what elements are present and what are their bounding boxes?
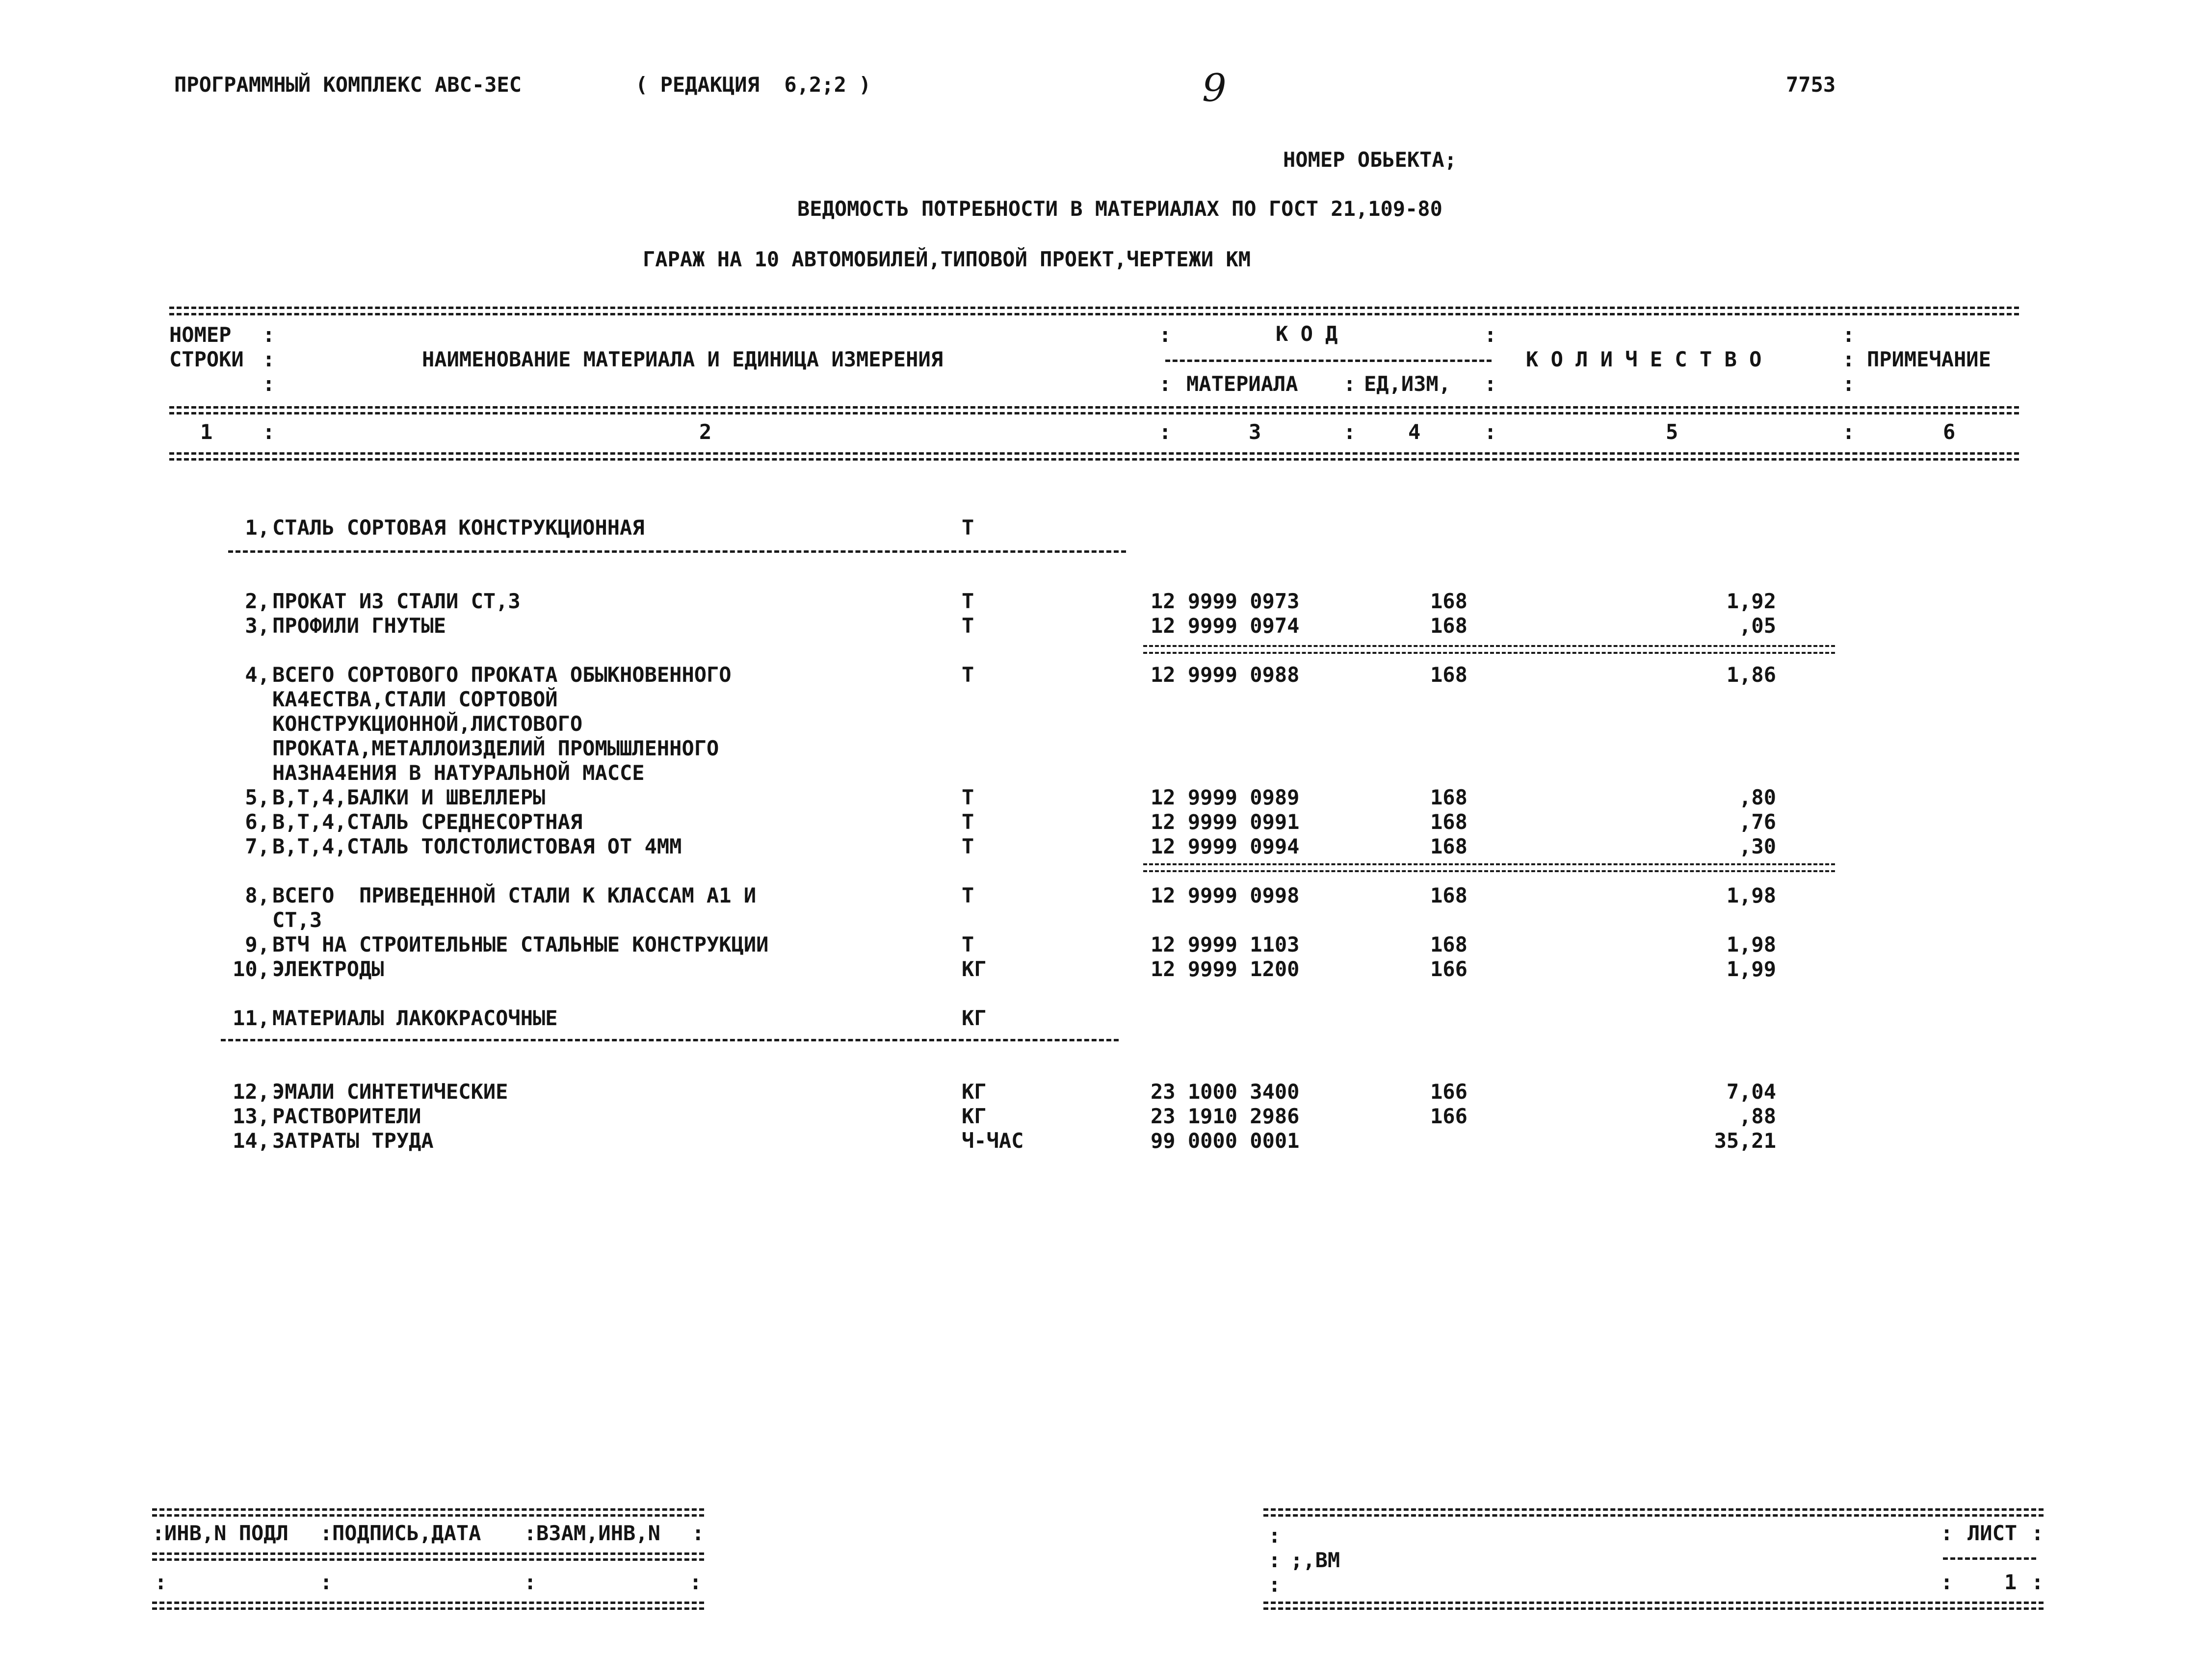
sep: :: [320, 1570, 333, 1594]
row-number: 13,: [233, 1104, 270, 1128]
row-unit: Т: [962, 834, 974, 858]
header-row-no-2: СТРОКИ: [169, 347, 244, 371]
row-ed: 168: [1430, 834, 1468, 858]
sep: :: [1940, 1570, 1953, 1594]
row-name: ВСЕГО СОРТОВОГО ПРОКАТА ОБЫКНОВЕННОГО: [272, 663, 732, 687]
row-unit: Т: [962, 516, 974, 540]
sep: :: [320, 1521, 333, 1545]
row-qty: 1,98: [1726, 883, 1776, 907]
replace-inv-label: ВЗАМ,ИНВ,N: [536, 1521, 660, 1545]
row-name: ЭЛЕКТРОДЫ: [272, 957, 384, 981]
row-ed: 168: [1430, 883, 1468, 907]
row-name: ВСЕГО ПРИВЕДЕННОЙ СТАЛИ К КЛАССАМ А1 И: [272, 883, 757, 907]
row-number: 14,: [233, 1129, 270, 1153]
program-name: ПРОГРАММНЫЙ КОМПЛЕКС АВС-3ЕС: [174, 73, 522, 97]
row-unit: КГ: [962, 1080, 987, 1104]
sep: :: [1484, 420, 1497, 444]
row-ed: 168: [1430, 810, 1468, 834]
row-unit: Т: [962, 589, 974, 613]
col-num-2: 2: [699, 420, 712, 444]
row-unit: Т: [962, 614, 974, 638]
row-number: 5,: [245, 785, 270, 809]
row-unit: Т: [962, 932, 974, 956]
row-code: 12 9999 1200: [1151, 957, 1300, 981]
sep: :: [1484, 372, 1497, 396]
sheet-number: 1: [2004, 1570, 2017, 1594]
row-name: ВТЧ НА СТРОИТЕЛЬНЫЕ СТАЛЬНЫЕ КОНСТРУКЦИИ: [272, 932, 769, 956]
row-number: 11,: [233, 1006, 270, 1030]
object-number-label: НОМЕР ОБЬЕКТА;: [1283, 148, 1457, 172]
row-code: 12 9999 0989: [1151, 785, 1300, 809]
table-top-rule-2: [169, 313, 2019, 315]
row-number: 12,: [233, 1080, 270, 1104]
stamp-left-top: [152, 1508, 704, 1511]
row-code: 12 9999 0974: [1151, 614, 1300, 638]
header-mid-rule: [169, 406, 2019, 409]
sep: :: [1268, 1573, 1281, 1597]
header-quantity: К О Л И Ч Е С Т В О: [1526, 347, 1762, 371]
row-name: В,Т,4,СТАЛЬ СРЕДНЕСОРТНАЯ: [272, 810, 583, 834]
col-num-5: 5: [1666, 420, 1678, 444]
header-mid-rule-2: [169, 412, 2019, 414]
group-rule: [221, 1039, 1119, 1041]
col-num-1: 1: [200, 420, 213, 444]
code-mark: ;,ВМ: [1290, 1548, 1340, 1572]
col-num-3: 3: [1249, 420, 1261, 444]
row-name: СТАЛЬ СОРТОВАЯ КОНСТРУКЦИОННАЯ: [272, 516, 645, 540]
row-name: МАТЕРИАЛЫ ЛАКОКРАСОЧНЫЕ: [272, 1006, 558, 1030]
sep: :: [1159, 323, 1172, 347]
header-bottom-rule: [169, 452, 2019, 455]
row-name-cont: НАЗНА4ЕНИЯ В НАТУРАЛЬНОЙ МАССЕ: [272, 761, 645, 785]
row-number: 4,: [245, 663, 270, 687]
sep: :: [262, 347, 275, 371]
row-name: ЭМАЛИ СИНТЕТИЧЕСКИЕ: [272, 1080, 508, 1104]
row-code: 12 9999 0994: [1151, 834, 1300, 858]
row-unit: КГ: [962, 1104, 987, 1128]
row-name-cont: ПРОКАТА,МЕТАЛЛОИЗДЕЛИЙ ПРОМЫШЛЕННОГО: [272, 736, 719, 760]
row-qty: 1,92: [1726, 589, 1776, 613]
sep: :: [2031, 1521, 2044, 1545]
sep: :: [1940, 1521, 1953, 1545]
row-code: 12 9999 0998: [1151, 883, 1300, 907]
stamp-left-mid-2: [152, 1558, 704, 1561]
sep: :: [524, 1521, 537, 1545]
row-number: 8,: [245, 883, 270, 907]
row-qty: 1,99: [1726, 957, 1776, 981]
header-note: ПРИМЕЧАНИЕ: [1867, 347, 1991, 371]
row-number: 2,: [245, 589, 270, 613]
header-bottom-rule-2: [169, 458, 2019, 461]
handwritten-page-number: 9: [1202, 66, 1227, 110]
sep: :: [1159, 420, 1172, 444]
stamp-right-top-2: [1263, 1514, 2044, 1517]
header-code: К О Д: [1276, 322, 1338, 346]
row-unit: КГ: [962, 1006, 987, 1030]
sep: :: [262, 323, 275, 347]
col-num-4: 4: [1408, 420, 1421, 444]
col-num-6: 6: [1943, 420, 1956, 444]
sep: :: [689, 1570, 702, 1594]
sep: :: [2031, 1570, 2044, 1594]
row-name: РАСТВОРИТЕЛИ: [272, 1104, 421, 1128]
stamp-left-top-2: [152, 1514, 704, 1517]
sep: :: [262, 372, 275, 396]
sep: :: [1159, 372, 1172, 396]
row-name: ПРОКАТ ИЗ СТАЛИ СТ,3: [272, 589, 521, 613]
sep: :: [1343, 420, 1356, 444]
row-qty: ,80: [1739, 785, 1776, 809]
row-name: ЗАТРАТЫ ТРУДА: [272, 1129, 434, 1153]
row-number: 1,: [245, 516, 270, 540]
row-code: 12 9999 0991: [1151, 810, 1300, 834]
row-name: В,Т,4,БАЛКИ И ШВЕЛЛЕРЫ: [272, 785, 546, 809]
sep: :: [262, 420, 275, 444]
row-ed: 166: [1430, 957, 1468, 981]
sep: :: [155, 1570, 167, 1594]
group-rule: [228, 550, 1126, 553]
row-qty: 1,98: [1726, 932, 1776, 956]
sep: :: [524, 1570, 537, 1594]
stamp-left-bottom-2: [152, 1607, 704, 1610]
sep: :: [692, 1521, 705, 1545]
row-ed: 166: [1430, 1080, 1468, 1104]
table-top-rule: [169, 307, 2019, 309]
sep: :: [1268, 1524, 1281, 1548]
row-number: 7,: [245, 834, 270, 858]
row-number: 6,: [245, 810, 270, 834]
subtotal-rule: [1143, 645, 1835, 654]
row-unit: Т: [962, 883, 974, 907]
row-number: 9,: [245, 932, 270, 956]
document-number: 7753: [1786, 73, 1836, 97]
row-ed: 168: [1430, 932, 1468, 956]
stamp-right-bottom: [1263, 1602, 2044, 1604]
row-name: В,Т,4,СТАЛЬ ТОЛСТОЛИСТОВАЯ ОТ 4ММ: [272, 834, 682, 858]
sheet-label: ЛИСТ: [1967, 1521, 2018, 1545]
row-qty: 7,04: [1726, 1080, 1776, 1104]
row-code: 12 9999 0988: [1151, 663, 1300, 687]
header-name: НАИМЕНОВАНИЕ МАТЕРИАЛА И ЕДИНИЦА ИЗМЕРЕНИЯ: [422, 347, 944, 371]
row-unit: Т: [962, 663, 974, 687]
row-code: 23 1000 3400: [1151, 1080, 1300, 1104]
stamp-right-bottom-2: [1263, 1607, 2044, 1610]
row-code: 23 1910 2986: [1151, 1104, 1300, 1128]
header-code-material: МАТЕРИАЛА: [1186, 372, 1298, 396]
row-qty: ,88: [1739, 1104, 1776, 1128]
row-qty: ,76: [1739, 810, 1776, 834]
row-unit: Т: [962, 810, 974, 834]
inv-no-label: ИНВ,N ПОДЛ: [164, 1521, 288, 1545]
sep: :: [1343, 372, 1356, 396]
row-code: 12 9999 0973: [1151, 589, 1300, 613]
row-qty: ,30: [1739, 834, 1776, 858]
subtotal-rule: [1143, 863, 1835, 872]
sep: :: [1484, 323, 1497, 347]
row-ed: 168: [1430, 614, 1468, 638]
row-name-cont: КА4ЕСТВА,СТАЛИ СОРТОВОЙ: [272, 687, 558, 711]
row-number: 10,: [233, 957, 270, 981]
page-title: ВЕДОМОСТЬ ПОТРЕБНОСТИ В МАТЕРИАЛАХ ПО ГОСТ 21,109-80: [797, 197, 1442, 221]
sheet-divider: [1943, 1557, 2036, 1560]
row-ed: 168: [1430, 589, 1468, 613]
row-code: 99 0000 0001: [1151, 1129, 1300, 1153]
row-ed: 168: [1430, 663, 1468, 687]
row-name-cont: СТ,3: [272, 908, 322, 932]
sep: :: [1842, 347, 1855, 371]
stamp-right-top: [1263, 1508, 2044, 1511]
row-number: 3,: [245, 614, 270, 638]
row-qty: 35,21: [1714, 1129, 1776, 1153]
row-unit: Ч-ЧАС: [962, 1129, 1024, 1153]
sep: :: [152, 1521, 165, 1545]
row-unit: КГ: [962, 957, 987, 981]
row-ed: 166: [1430, 1104, 1468, 1128]
stamp-left-bottom: [152, 1602, 704, 1604]
row-name-cont: КОНСТРУКЦИОННОЙ,ЛИСТОВОГО: [272, 712, 583, 736]
row-unit: Т: [962, 785, 974, 809]
row-qty: 1,86: [1726, 663, 1776, 687]
sep: :: [1842, 372, 1855, 396]
row-qty: ,05: [1739, 614, 1776, 638]
page-subtitle: ГАРАЖ НА 10 АВТОМОБИЛЕЙ,ТИПОВОЙ ПРОЕКТ,ЧЕРТЕЖИ КМ: [643, 247, 1251, 271]
edition: ( РЕДАКЦИЯ 6,2;2 ): [635, 73, 871, 97]
header-row-no-1: НОМЕР: [169, 323, 232, 347]
sep: :: [1842, 323, 1855, 347]
code-divider: [1165, 360, 1492, 362]
row-code: 12 9999 1103: [1151, 932, 1300, 956]
row-name: ПРОФИЛИ ГНУТЫЕ: [272, 614, 446, 638]
stamp-left-mid: [152, 1552, 704, 1555]
header-code-unit: ЕД,ИЗМ,: [1364, 372, 1451, 396]
sep: :: [1268, 1548, 1281, 1572]
sep: :: [1842, 420, 1855, 444]
signature-date-label: ПОДПИСЬ,ДАТА: [332, 1521, 481, 1545]
row-ed: 168: [1430, 785, 1468, 809]
